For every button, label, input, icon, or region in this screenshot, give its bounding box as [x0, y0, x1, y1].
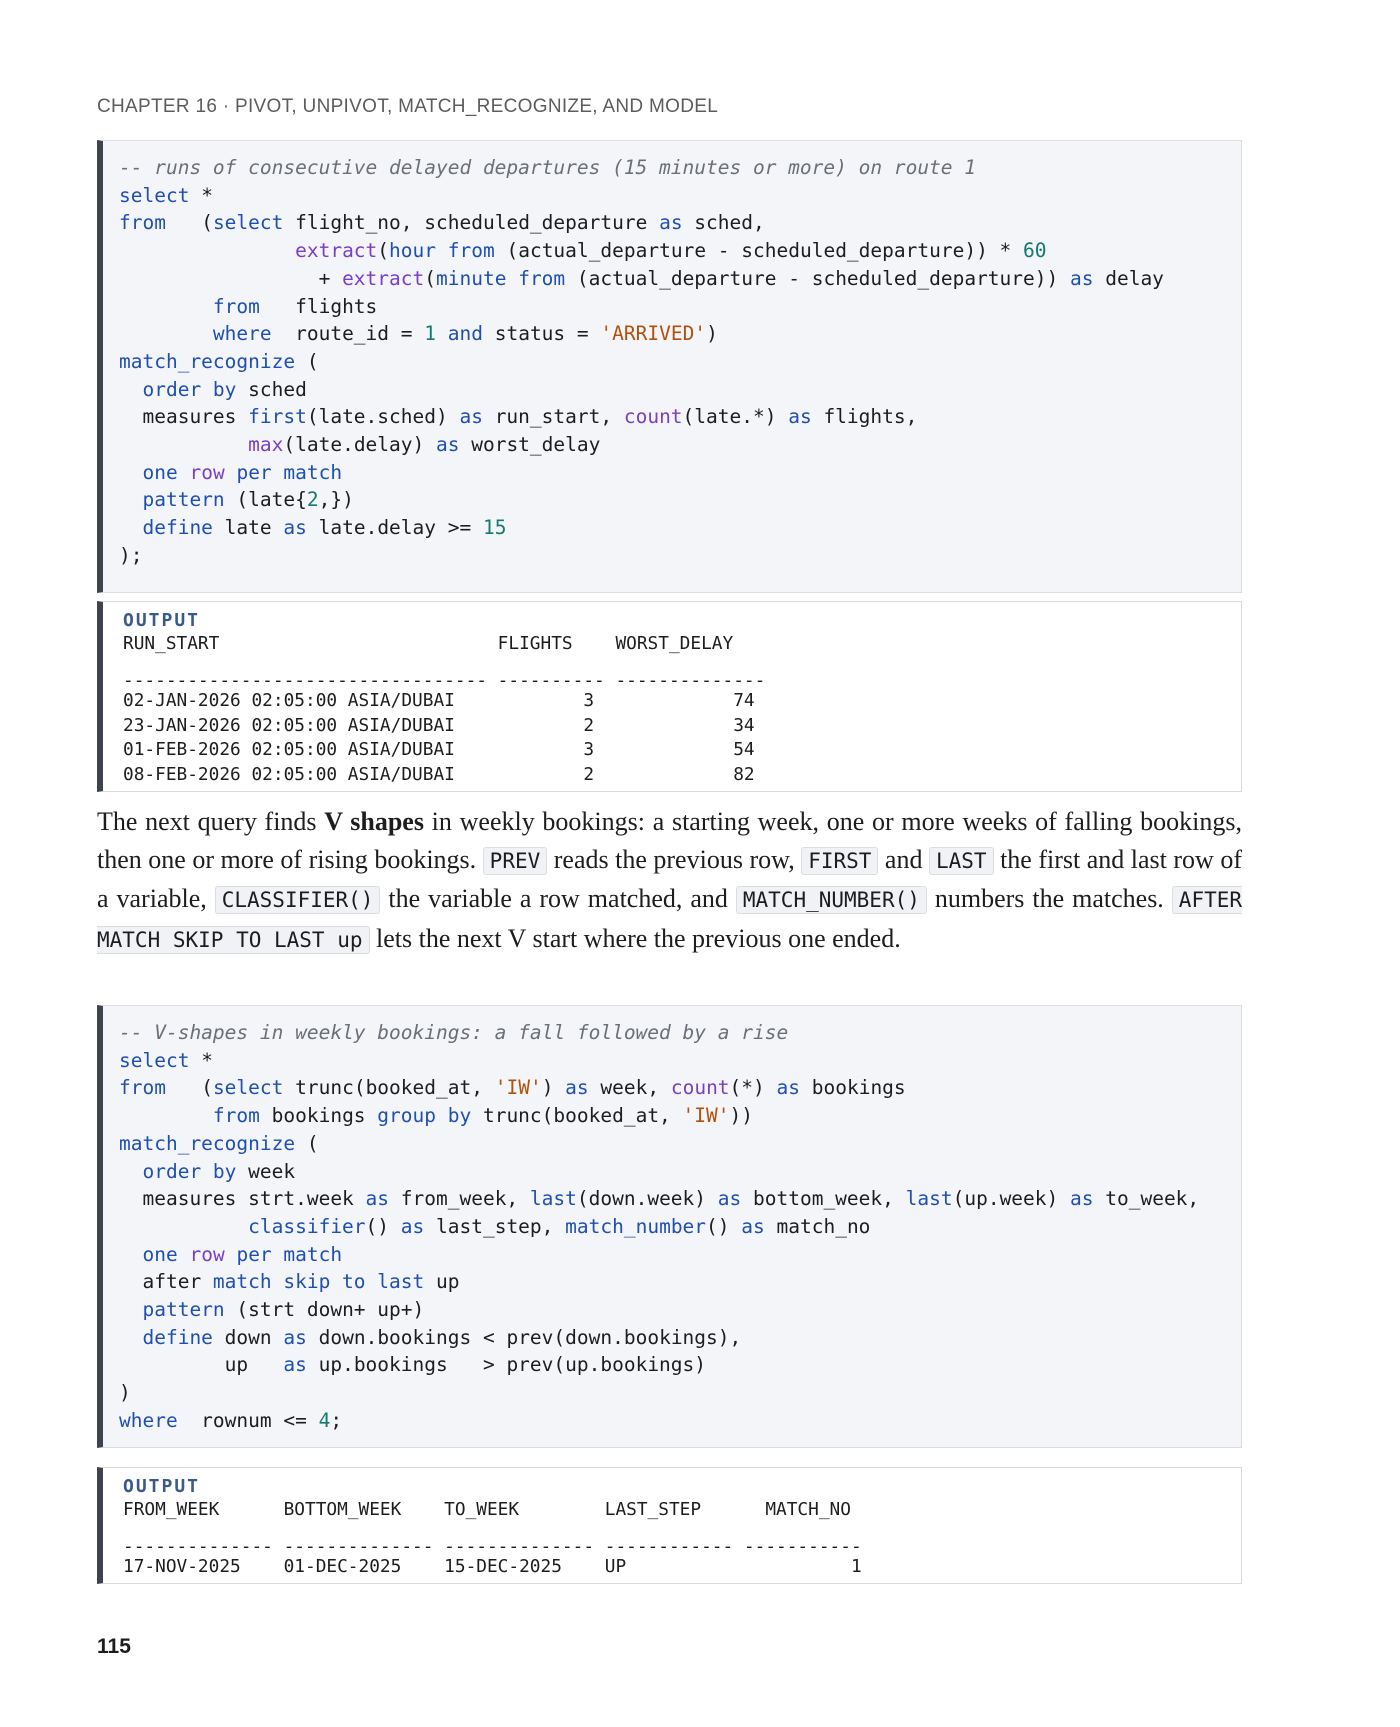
output-label: OUTPUT: [123, 1476, 201, 1497]
output-row: 01-FEB-2026 02:05:00 ASIA/DUBAI 3 54: [123, 739, 755, 760]
inline-code-match-number: MATCH_NUMBER(): [736, 886, 927, 914]
output-block-2: [97, 1467, 1242, 1584]
para-text: reads the previous row,: [547, 844, 802, 874]
code-listing-1: -- runs of consecutive delayed departures (15 minutes or more) on route 1 select * from (select flight_no, scheduled_departure as sched, extract(hour from (actual_departure - scheduled_departure)) * 60 + extract(minute from (actual_departure - scheduled_departure)) as delay from flights where route_id = 1 and status = 'ARRIVED') match_recognize ( order by sched measures first(late.sched) as run_start, count(late.*) as flights, max(late.delay) as worst_delay one row per match pattern (late{2,}) define late as late.delay >= 15 );: [119, 156, 1164, 567]
para-bold-term: V shapes: [324, 807, 424, 836]
output-row: 23-JAN-2026 02:05:00 ASIA/DUBAI 2 34: [123, 715, 755, 736]
output-rule: ---------------------------------- ---------- --------------: [123, 670, 766, 691]
code-listing-2: -- V-shapes in weekly bookings: a fall followed by a rise select * from (select trunc(booked_at, 'IW') as week, count(*) as bookings from bookings group by trunc(booked_at, 'IW')) match_recognize ( order by week measures strt.week as from_week, last(down.week) as bottom_week, last(up.week) as to_week, classifier() as last_step, match_number() as match_no one row per match after match skip to last up pattern (strt down+ up+) define down as down.bookings < prev(down.bookings), up as up.bookings > prev(up.bookings) ) where rownum <= 4;: [119, 1021, 1200, 1432]
inline-code-classifier: CLASSIFIER(): [215, 886, 381, 914]
output-header: RUN_START FLIGHTS WORST_DELAY: [123, 633, 734, 654]
output-block-1: [97, 601, 1242, 792]
page-number: 115: [97, 1635, 131, 1658]
output-rule: -------------- -------------- -------------- ------------ -----------: [123, 1536, 862, 1557]
inline-code-after-match: AFTER MATCH SKIP TO LAST up: [97, 888, 1243, 952]
code-comment: -- runs of consecutive delayed departures (15 minutes or more) on route 1: [119, 156, 977, 179]
para-text: numbers the matches.: [926, 884, 1172, 913]
output-row: 17-NOV-2025 01-DEC-2025 15-DEC-2025 UP 1: [123, 1556, 862, 1577]
para-text: the variable a row matched, and: [380, 884, 736, 913]
output-row: 08-FEB-2026 02:05:00 ASIA/DUBAI 2 82: [123, 764, 755, 785]
para-text: lets the next V start where the previous one ended.: [369, 923, 901, 953]
inline-code-prev: PREV: [483, 847, 548, 875]
inline-code-last: LAST: [929, 847, 994, 875]
code-block-v-shapes: [97, 1005, 1242, 1448]
output-header: FROM_WEEK BOTTOM_WEEK TO_WEEK LAST_STEP MATCH_NO: [123, 1499, 851, 1520]
para-text: in weekly bookings: a starting week, one or more weeks of falling bookings, then one or more of rising bookings.: [97, 807, 1242, 874]
code-comment: -- V-shapes in weekly bookings: a fall followed by a rise: [119, 1021, 789, 1044]
output-label: OUTPUT: [123, 610, 201, 631]
para-text: and: [878, 844, 929, 874]
para-text: The next query finds: [97, 807, 325, 836]
chapter-header: CHAPTER 16 · PIVOT, UNPIVOT, MATCH_RECOGNIZE, AND MODEL: [97, 96, 719, 117]
para-text: the first and last row of a variable,: [97, 844, 1242, 913]
body-paragraph: [97, 803, 1242, 959]
inline-code-first: FIRST: [801, 847, 878, 875]
code-block-delayed-departures: [97, 140, 1242, 593]
output-row: 02-JAN-2026 02:05:00 ASIA/DUBAI 3 74: [123, 690, 755, 711]
